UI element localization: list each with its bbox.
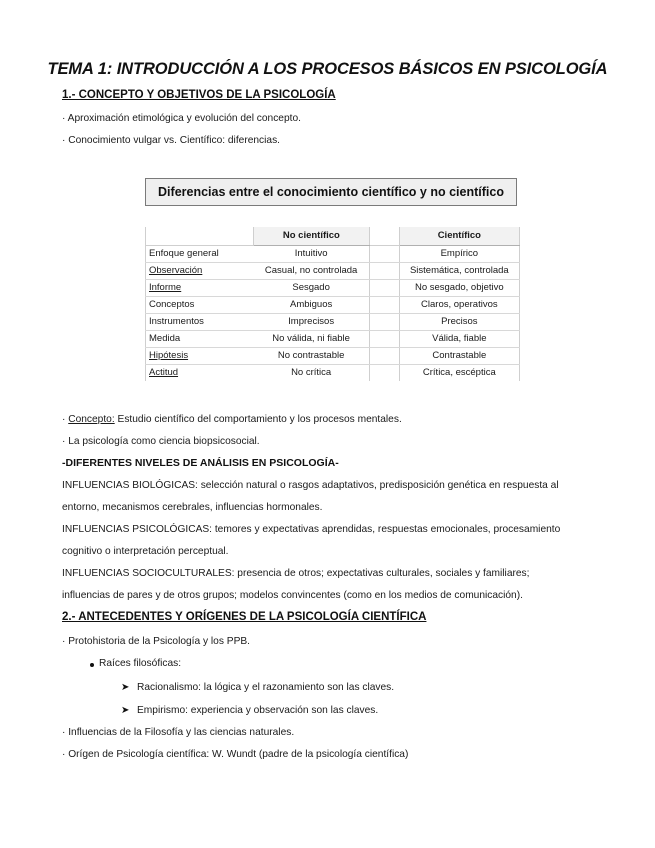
table-title-text: Diferencias entre el conocimiento científico y no científico <box>158 185 504 199</box>
table-header-row <box>146 227 520 246</box>
text-line: · Protohistoria de la Psicología y los PPB. <box>62 636 250 647</box>
section-2-heading: 2.- ANTECEDENTES Y ORÍGENES DE LA PSICOLOGÍA CIENTÍFICA <box>62 611 427 623</box>
table-row <box>146 263 520 280</box>
table-gap <box>369 365 399 382</box>
row-label: Actitud <box>146 365 254 382</box>
table-title <box>145 178 517 206</box>
cell-cientifico: Contrastable <box>399 348 519 365</box>
table-row <box>146 280 520 297</box>
concepto-label: Concepto: <box>68 414 115 425</box>
table-gap <box>369 227 399 246</box>
arrow-bullet-icon: ➤ <box>121 705 130 716</box>
table-row <box>146 314 520 331</box>
text-line: · La psicología como ciencia biopsicosocial. <box>62 436 260 447</box>
text-line: influencias de pares y de otros grupos; modelos convincentes (como en los medios de comunicación). <box>62 590 523 601</box>
row-label: Hipótesis <box>146 348 254 365</box>
cell-no-cientifico: Ambiguos <box>254 297 370 314</box>
sub-bullet-item: Racionalismo: la lógica y el razonamiento son las claves. <box>137 682 395 693</box>
table-gap <box>369 246 399 263</box>
text-line: · Conocimiento vulgar vs. Científico: diferencias. <box>62 135 280 146</box>
cell-cientifico: Crítica, escéptica <box>399 365 519 382</box>
concepto-text: Estudio científico del comportamiento y los procesos mentales. <box>114 414 402 425</box>
cell-no-cientifico: No válida, ni fiable <box>254 331 370 348</box>
table-gap <box>369 348 399 365</box>
row-label: Instrumentos <box>146 314 254 331</box>
cell-no-cientifico: Sesgado <box>254 280 370 297</box>
table-row <box>146 246 520 263</box>
table-gap <box>369 297 399 314</box>
cell-no-cientifico: No contrastable <box>254 348 370 365</box>
concepto-line <box>62 414 402 425</box>
section-1-heading: 1.- CONCEPTO Y OBJETIVOS DE LA PSICOLOGÍA <box>62 89 336 101</box>
concepto-prefix: · <box>62 414 69 425</box>
row-label: Enfoque general <box>146 246 254 263</box>
text-line: · Orígen de Psicología científica: W. Wundt (padre de la psicología científica) <box>62 749 409 760</box>
comparison-table <box>145 227 520 381</box>
table-header-no-cientifico: No científico <box>254 227 370 246</box>
cell-cientifico: Válida, fiable <box>399 331 519 348</box>
table-gap <box>369 314 399 331</box>
subheading-niveles: -DIFERENTES NIVELES DE ANÁLISIS EN PSICOLOGÍA- <box>62 457 339 469</box>
bullet-item: Raíces filosóficas: <box>99 658 182 669</box>
table-header-empty <box>146 227 254 246</box>
cell-cientifico: Empírico <box>399 246 519 263</box>
text-line: cognitivo o interpretación perceptual. <box>62 546 229 557</box>
text-line: entorno, mecanismos cerebrales, influencias hormonales. <box>62 502 323 513</box>
cell-cientifico: Precisos <box>399 314 519 331</box>
sub-bullet-item: Empirismo: experiencia y observación son las claves. <box>137 705 379 716</box>
bullet-icon <box>90 663 94 667</box>
text-line: INFLUENCIAS SOCIOCULTURALES: presencia de otros; expectativas culturales, sociales y familiares; <box>62 568 530 579</box>
text-line: INFLUENCIAS BIOLÓGICAS: selección natural o rasgos adaptativos, predisposición genética en respuesta al <box>62 480 559 491</box>
row-label: Informe <box>146 280 254 297</box>
text-line: · Influencias de la Filosofía y las ciencias naturales. <box>62 727 295 738</box>
text-line: INFLUENCIAS PSICOLÓGICAS: temores y expectativas aprendidas, respuestas emocionales, procesamiento <box>62 524 561 535</box>
table-row <box>146 297 520 314</box>
table-gap <box>369 331 399 348</box>
arrow-bullet-icon: ➤ <box>121 682 130 693</box>
cell-no-cientifico: No crítica <box>291 367 332 378</box>
table-gap <box>369 263 399 280</box>
row-label: Conceptos <box>146 297 254 314</box>
table-row <box>146 365 520 382</box>
table-row <box>146 348 520 365</box>
row-label: Medida <box>146 331 254 348</box>
cell-cientifico: Claros, operativos <box>399 297 519 314</box>
row-label: Observación <box>146 263 254 280</box>
table-gap <box>369 280 399 297</box>
document-title: TEMA 1: INTRODUCCIÓN A LOS PROCESOS BÁSICOS EN PSICOLOGÍA <box>47 60 608 78</box>
text-line: · Aproximación etimológica y evolución del concepto. <box>62 113 301 124</box>
cell-no-cientifico: Casual, no controlada <box>254 263 370 280</box>
cell-no-cientifico: Imprecisos <box>254 314 370 331</box>
table-row <box>146 331 520 348</box>
cell-cientifico: No sesgado, objetivo <box>399 280 519 297</box>
cell-no-cientifico: Intuitivo <box>254 246 370 263</box>
table-header-cientifico: Científico <box>399 227 519 246</box>
cell-cientifico: Sistemática, controlada <box>399 263 519 280</box>
